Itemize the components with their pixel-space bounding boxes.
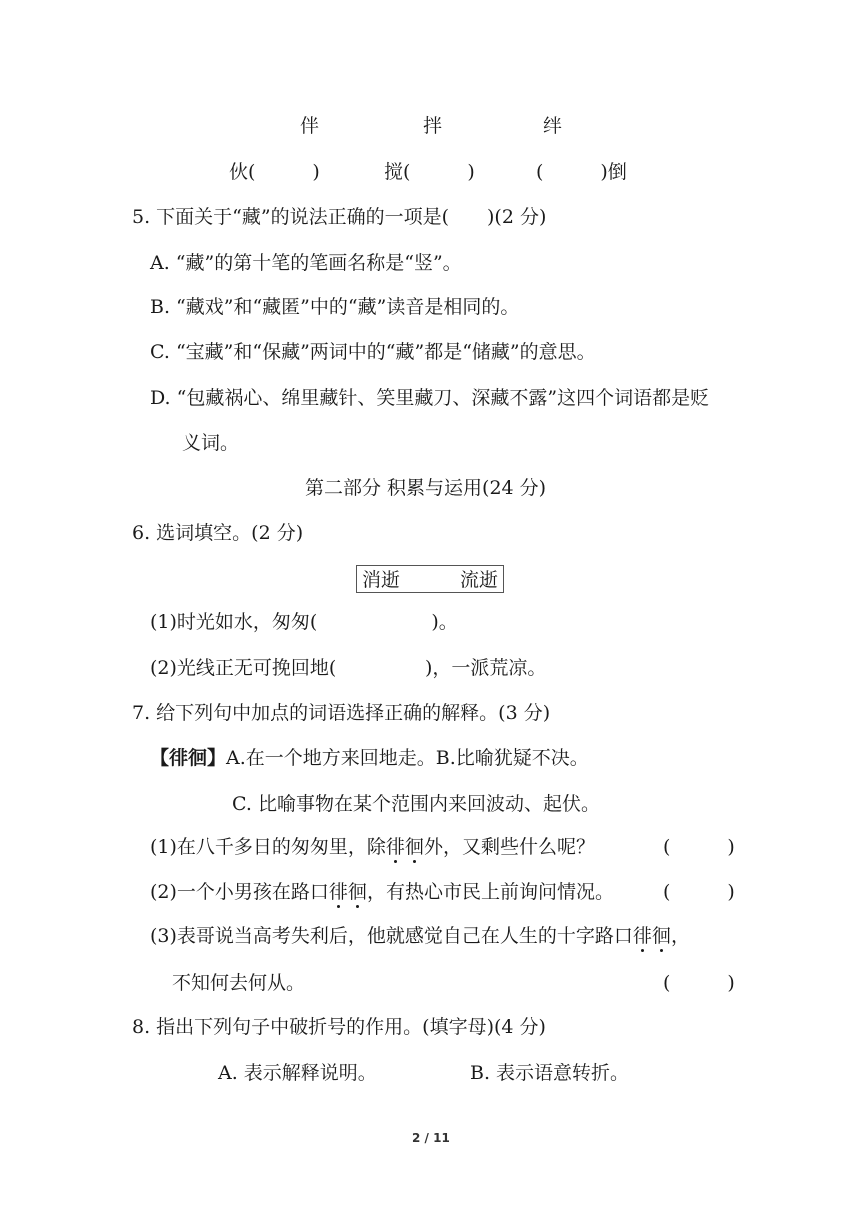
q7-sentence-3-line1: (3)表哥说当高考失利后，他就感觉自己在人生的十字路口徘徊 ， [150, 927, 690, 946]
q6-word-box [356, 565, 504, 593]
section-2-title: 第二部分 积累与运用(24 分) [305, 477, 547, 499]
word-xiaoshi: 消逝 [362, 569, 401, 591]
q7-def-a-b: A.在一个地方来回地走。B.比喻犹疑不决。 [226, 747, 589, 769]
emphasized-word: 徘徊 [386, 836, 424, 858]
q7-definitions-ab [150, 749, 589, 768]
q7-stem: 7. 给下列句中加点的词语选择正确的解释。(3 分) [132, 702, 551, 724]
char-ban-companion: 伴 [300, 115, 320, 137]
q7-definition-c: C. 比喻事物在某个范围内来回波动、起伏。 [232, 793, 600, 815]
char-ban-stir: 拌 [423, 115, 443, 137]
q7-answer-3: ( ) [663, 972, 735, 994]
blank-dao: ( )倒 [536, 161, 627, 183]
q7-answer-2: ( ) [663, 881, 735, 903]
emphasized-word: 徘徊 [329, 881, 367, 903]
q5-option-d-line1: D. “包藏祸心、绵里藏针、笑里藏刀、深藏不露”这四个词语都是贬 [150, 387, 710, 409]
q5-stem: 5. 下面关于“藏”的说法正确的一项是( )(2 分) [132, 206, 547, 228]
q8-option-b: B. 表示语意转折。 [470, 1062, 630, 1084]
q8-option-a: A. 表示解释说明。 [218, 1062, 377, 1084]
emphasized-word: 徘徊 [633, 925, 671, 947]
q5-option-b: B. “藏戏”和“藏匿”中的“藏”读音是相同的。 [150, 296, 520, 318]
page-number: 2 / 11 [412, 1131, 450, 1145]
blank-jiao: 搅( ) [384, 161, 475, 183]
q7-term: 【徘徊】 [150, 747, 227, 769]
q6-stem: 6. 选词填空。(2 分) [132, 522, 304, 544]
q7-sentence-3-line2: 不知何去何从。 [172, 972, 306, 994]
q5-option-c: C. “宝藏”和“保藏”两词中的“藏”都是“储藏”的意思。 [150, 341, 596, 363]
q6-sentence-2-end: )，一派荒凉。 [425, 657, 547, 679]
q7-sentence-1: (1)在八千多日的匆匆里，除徘徊 外，又剩些什么呢？ [150, 838, 595, 857]
q7-sentence-2: (2)一个小男孩在路口徘徊 ，有热心市民上前询问情况。 [150, 883, 614, 902]
q5-option-d-line2: 义词。 [182, 432, 240, 454]
char-ban-trip: 绊 [543, 115, 563, 137]
q5-option-a: A. “藏”的第十笔的笔画名称是“竖”。 [150, 252, 462, 274]
q6-sentence-2-start: (2)光线正无可挽回地( [150, 657, 337, 679]
q8-stem: 8. 指出下列句子中破折号的作用。(填字母)(4 分) [132, 1016, 546, 1038]
word-liushi: 流逝 [460, 569, 499, 591]
q6-sentence-1: (1)时光如水，匆匆( )。 [150, 611, 458, 633]
blank-huo: 伙( ) [229, 161, 320, 183]
q7-answer-1: ( ) [663, 836, 735, 858]
